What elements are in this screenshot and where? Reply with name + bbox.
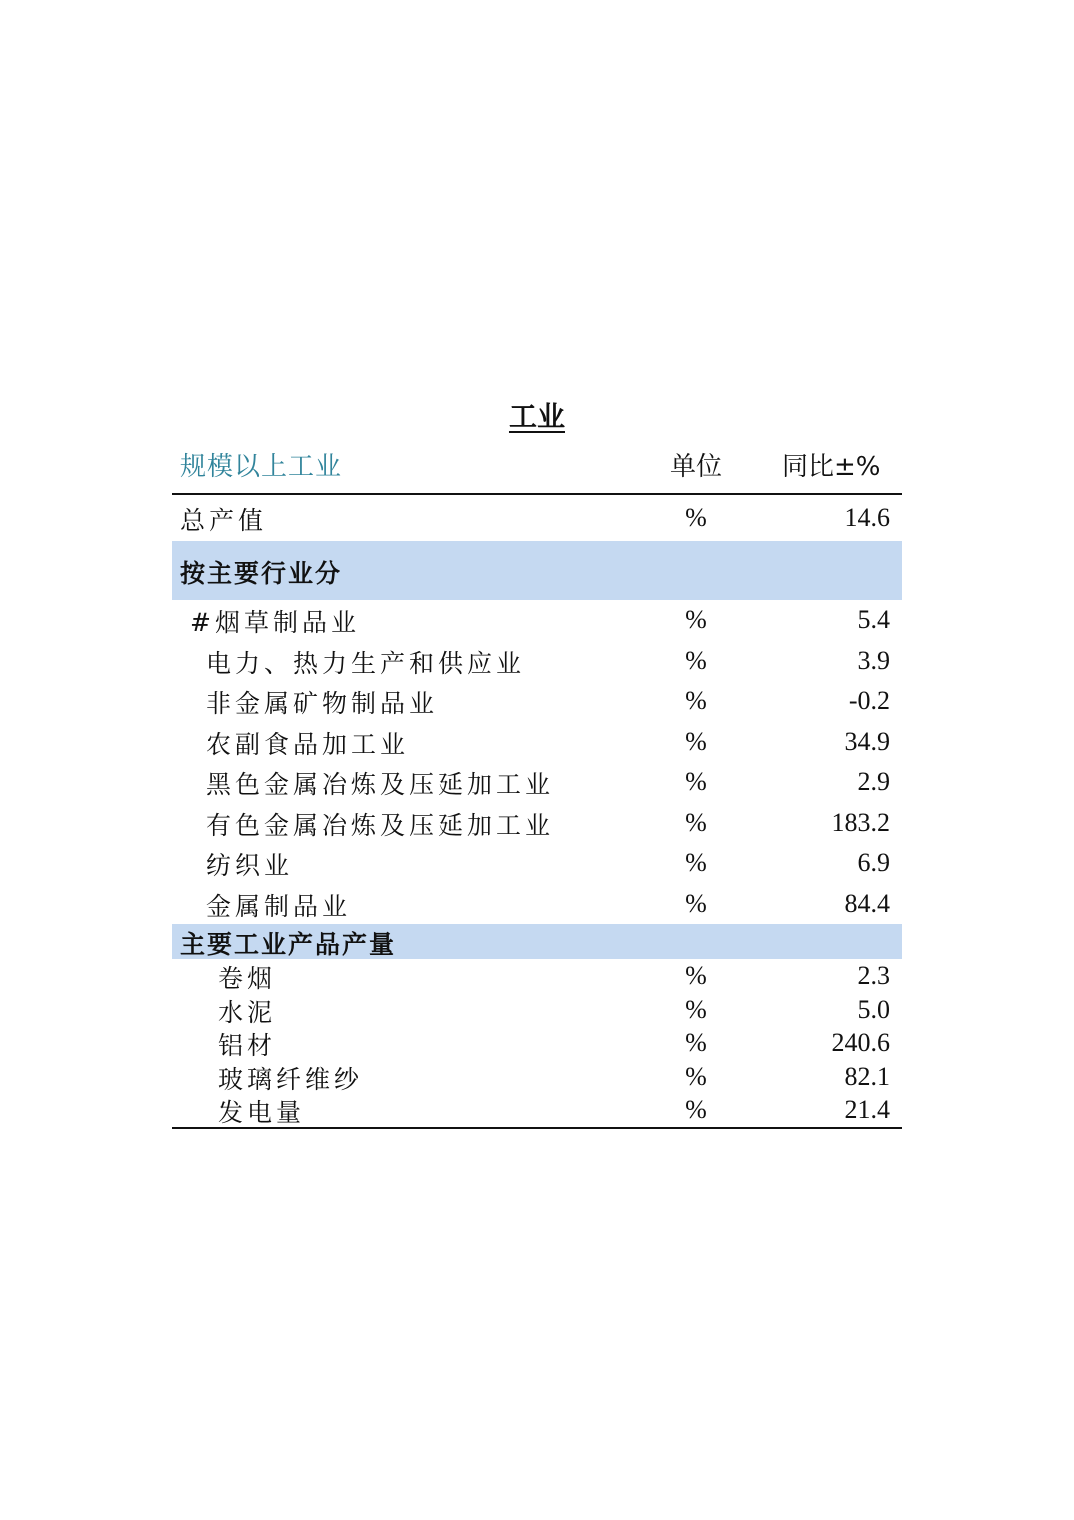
section-title: 主要工业产品产量: [180, 930, 397, 959]
row-unit: %: [685, 726, 707, 756]
section-header-products: [172, 924, 902, 959]
row-label: 非金属矿物制品业: [206, 689, 439, 718]
row-unit: %: [685, 645, 707, 675]
row-unit: %: [685, 888, 707, 918]
row-value: 6.9: [857, 848, 890, 877]
header-yoy: 同比±%: [782, 452, 881, 482]
row-unit: %: [685, 1061, 707, 1091]
table-header: [172, 440, 902, 495]
row-value: 2.9: [857, 767, 890, 796]
row-label: 纺织业: [206, 851, 294, 880]
row-unit: %: [685, 767, 707, 796]
row-unit: %: [685, 1028, 707, 1057]
table-row: [172, 681, 902, 722]
row-value: 2.3: [857, 961, 890, 990]
table-row: [172, 1060, 902, 1094]
table-row: [172, 762, 902, 803]
table-row: [172, 1093, 902, 1129]
row-value: -0.2: [848, 686, 890, 715]
row-label: 黑色金属冶炼及压延加工业: [206, 770, 555, 799]
section-header-industry: [172, 541, 902, 600]
row-unit: %: [685, 994, 707, 1024]
row-value: 34.9: [844, 726, 890, 756]
table-row: [172, 1026, 902, 1060]
row-label: #烟草制品业: [190, 608, 360, 637]
row-label: 金属制品业: [206, 891, 352, 921]
section-title: 按主要行业分: [180, 559, 343, 588]
table-row: [172, 641, 902, 682]
row-unit: %: [685, 605, 707, 634]
row-label: 玻璃纤维纱: [218, 1064, 364, 1094]
header-category: 规模以上工业: [180, 452, 343, 482]
table-row: [172, 803, 902, 844]
row-value: 82.1: [844, 1061, 890, 1091]
row-label: 电力、热力生产和供应业: [206, 648, 526, 678]
row-unit: %: [685, 503, 707, 532]
industry-table: [172, 440, 902, 1129]
row-label: 铝材: [218, 1031, 277, 1060]
row-value: 14.6: [844, 503, 890, 532]
row-label: 总产值: [180, 506, 268, 535]
table-row: [172, 843, 902, 884]
table-row: [172, 600, 902, 641]
row-unit: %: [685, 848, 707, 877]
table-row: [172, 884, 902, 925]
row-label: 水泥: [218, 997, 277, 1027]
row-value: 3.9: [857, 645, 890, 675]
title-text: 工业: [508, 400, 565, 433]
row-value: 183.2: [831, 807, 890, 837]
table-row: [172, 959, 902, 993]
page-title: [0, 395, 1074, 435]
header-unit: 单位: [669, 452, 722, 482]
row-label: 农副食品加工业: [206, 729, 410, 759]
row-value: 5.4: [857, 605, 890, 634]
row-unit: %: [685, 961, 707, 990]
row-label: 有色金属冶炼及压延加工业: [206, 810, 555, 840]
row-label: 发电量: [218, 1098, 306, 1127]
row-value: 5.0: [857, 994, 890, 1024]
row-label: 卷烟: [218, 964, 277, 993]
row-value: 21.4: [844, 1095, 890, 1124]
table-row: [172, 722, 902, 763]
table-row: [172, 993, 902, 1027]
row-unit: %: [685, 1095, 707, 1124]
table-row-total: [172, 495, 902, 541]
row-value: 240.6: [831, 1028, 890, 1057]
row-unit: %: [685, 807, 707, 837]
row-value: 84.4: [844, 888, 890, 918]
row-unit: %: [685, 686, 707, 715]
